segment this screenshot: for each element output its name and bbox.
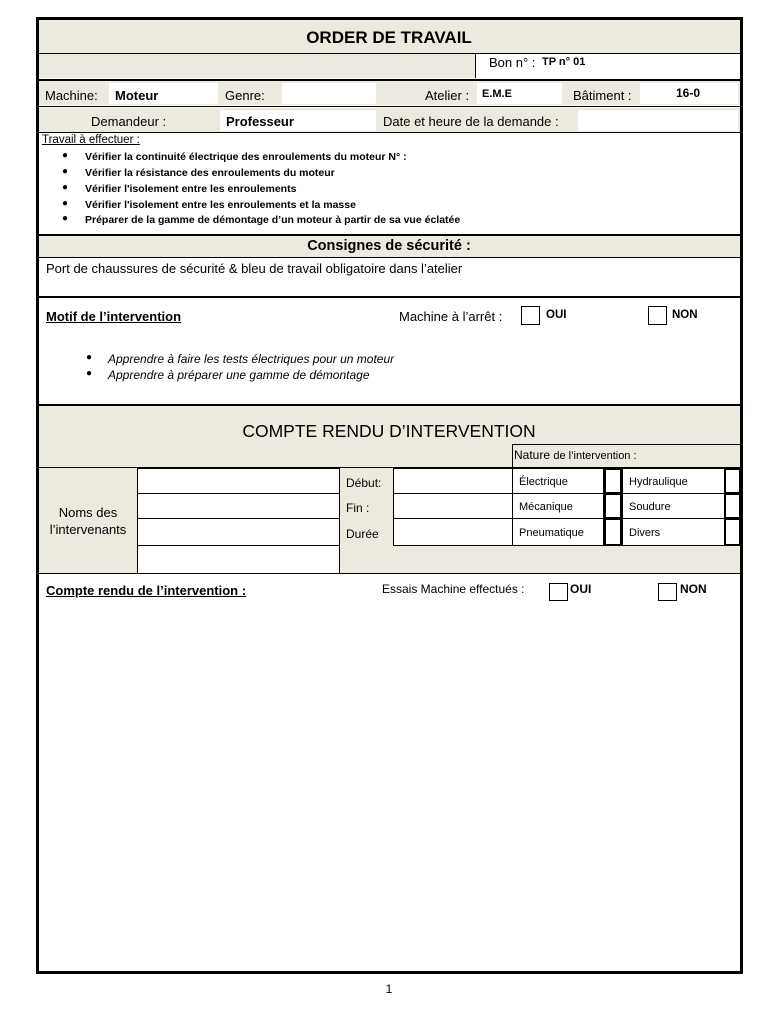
noms-label-line2: l’intervenants — [49, 522, 127, 537]
arret-non-checkbox[interactable] — [648, 306, 667, 325]
page-number: 1 — [385, 982, 393, 996]
travail-item: Vérifier la résistance des enroulements du moteur — [85, 167, 335, 179]
travail-item: Préparer de la gamme de démontage d’un moteur à partir de sa vue éclatée — [85, 214, 461, 226]
batiment-value[interactable]: 16-0 — [676, 86, 701, 100]
duree-label: Durée — [346, 527, 379, 541]
travail-item: Vérifier la continuité électrique des enroulements du moteur N° : — [85, 151, 407, 163]
bullet-icon: ● — [62, 150, 69, 161]
travail-label: Travail à effectuer : — [42, 134, 140, 146]
arret-oui-checkbox[interactable] — [521, 306, 540, 325]
arret-non-label: NON — [672, 309, 698, 321]
essais-non-label: NON — [680, 582, 707, 596]
arret-label: Machine à l’arrêt : — [399, 309, 503, 324]
nature-pneumatique-label: Pneumatique — [519, 527, 584, 539]
nature-electrique-checkbox[interactable] — [604, 468, 622, 494]
bon-value[interactable]: TP n° 01 — [542, 56, 586, 68]
arret-oui-label: OUI — [546, 309, 567, 321]
bon-band — [39, 54, 475, 78]
demandeur-label: Demandeur : — [91, 114, 167, 129]
essais-non-checkbox[interactable] — [658, 583, 677, 601]
duree-field[interactable] — [393, 518, 513, 546]
fin-label: Fin : — [346, 501, 370, 515]
demandeur-value[interactable]: Professeur — [226, 114, 294, 129]
nature-pneumatique-checkbox[interactable] — [604, 518, 622, 546]
nature-label: Nature de l’intervention : — [514, 448, 637, 462]
bullet-icon: ● — [86, 352, 93, 363]
nature-hydraulique-label: Hydraulique — [629, 476, 688, 488]
motif-item: Apprendre à faire les tests électriques pour un moteur — [108, 352, 395, 366]
atelier-label: Atelier : — [425, 88, 470, 103]
nature-divers-checkbox[interactable] — [724, 518, 741, 546]
intervenant-name-field[interactable] — [137, 518, 340, 546]
travail-item: Vérifier l'isolement entre les enroulements et la masse — [85, 199, 356, 211]
fin-field[interactable] — [393, 493, 513, 519]
cr-intervention-textarea[interactable] — [39, 605, 740, 971]
nature-electrique-label: Électrique — [519, 476, 568, 488]
intervenant-name-field[interactable] — [137, 468, 340, 494]
noms-label-line1: Noms des — [58, 505, 118, 520]
motif-item: Apprendre à préparer une gamme de démontage — [108, 368, 370, 382]
bullet-icon: ● — [62, 182, 69, 193]
atelier-value[interactable]: E.M.E — [482, 88, 512, 100]
batiment-label: Bâtiment : — [573, 88, 632, 103]
essais-label: Essais Machine effectués : — [382, 582, 525, 596]
debut-label: Début: — [346, 476, 382, 490]
essais-oui-checkbox[interactable] — [549, 583, 568, 601]
motif-label: Motif de l’intervention — [46, 309, 182, 324]
nature-mecanique-checkbox[interactable] — [604, 493, 622, 519]
nature-mecanique-label: Mécanique — [519, 501, 573, 513]
bullet-icon: ● — [62, 213, 69, 224]
form-title: ORDER DE TRAVAIL — [306, 28, 472, 47]
debut-field[interactable] — [393, 468, 513, 494]
intervenant-name-field[interactable] — [137, 493, 340, 519]
machine-value[interactable]: Moteur — [115, 88, 159, 103]
genre-label: Genre: — [225, 88, 265, 103]
bullet-icon: ● — [86, 368, 93, 379]
essais-oui-label: OUI — [570, 582, 592, 596]
bullet-icon: ● — [62, 166, 69, 177]
machine-label: Machine: — [45, 88, 98, 103]
travail-item: Vérifier l'isolement entre les enroulements — [85, 183, 297, 195]
intervenant-name-field[interactable] — [137, 545, 340, 574]
bullet-icon: ● — [62, 198, 69, 209]
nature-soudure-checkbox[interactable] — [724, 493, 741, 519]
date-label: Date et heure de la demande : — [383, 114, 559, 129]
nature-soudure-label: Soudure — [629, 501, 671, 513]
compte-rendu-title: COMPTE RENDU D’INTERVENTION — [242, 421, 536, 441]
securite-text: Port de chaussures de sécurité & bleu de travail obligatoire dans l’atelier — [46, 261, 463, 276]
cr-intervention-label: Compte rendu de l’intervention : — [46, 583, 247, 598]
nature-hydraulique-checkbox[interactable] — [724, 468, 741, 494]
securite-title: Consignes de sécurité : — [307, 238, 471, 254]
bon-label: Bon n° : — [489, 55, 536, 70]
nature-divers-label: Divers — [629, 527, 661, 539]
